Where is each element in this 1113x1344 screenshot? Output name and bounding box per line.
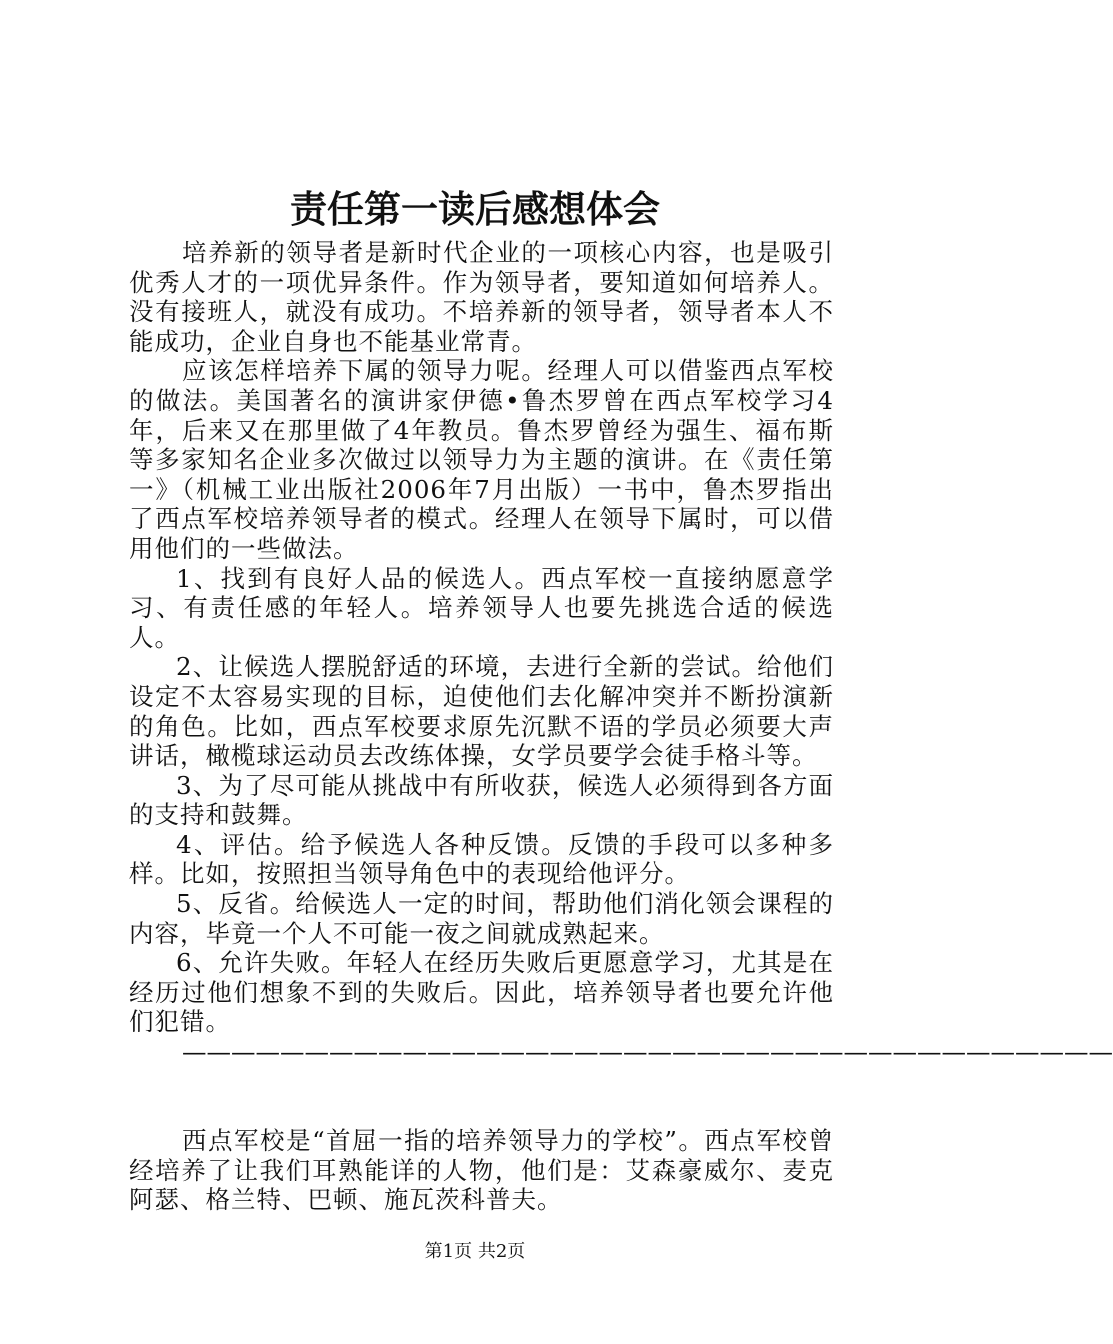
list-item-2: 2、让候选人摆脱舒适的环境，去进行全新的尝试。给他们设定不太容易实现的目标，迫使他们去化解冲突并不断扮演新的角色。比如，西点军校要求原先沉默不语的学员必须要大声讲话，橄榄球运动员去改练体操，女学员要学会徒手格斗等。	[129, 652, 834, 771]
document-body	[129, 238, 1113, 1215]
separator-line: ——————————————————————————————————————	[182, 1037, 1113, 1067]
page-footer: 第1页 共2页	[424, 1241, 526, 1262]
paragraph-intro: 培养新的领导者是新时代企业的一项核心内容，也是吸引优秀人才的一项优异条件。作为领导者，要知道如何培养人。没有接班人，就没有成功。不培养新的领导者，领导者本人不能成功，企业自身也不能基业常青。	[129, 238, 834, 356]
list-item-1: 1、找到有良好人品的候选人。西点军校一直接纳愿意学习、有责任感的年轻人。培养领导人也要先挑选合适的候选人。	[129, 563, 834, 652]
paragraph-westpoint: 应该怎样培养下属的领导力呢。经理人可以借鉴西点军校的做法。美国著名的演讲家伊德•鲁杰罗曾在西点军校学习4年，后来又在那里做了4年教员。鲁杰罗曾经为强生、福布斯等多家知名企业多次做过以领导力为主题的演讲。在《责任第一》（机械工业出版社2006年7月出版）一书中，鲁杰罗指出了西点军校培养领导者的模式。经理人在领导下属时，可以借用他们的一些做法。	[129, 356, 834, 563]
list-item-3: 3、为了尽可能从挑战中有所收获，候选人必须得到各方面的支持和鼓舞。	[129, 770, 834, 830]
document-title: 责任第一读后感想体会	[290, 187, 660, 231]
paragraph-closing: 西点军校是“首屈一指的培养领导力的学校”。西点军校曾经培养了让我们耳熟能详的人物，他们是：艾森豪威尔、麦克阿瑟、格兰特、巴顿、施瓦茨科普夫。	[129, 1126, 834, 1215]
list-item-4: 4、评估。给予候选人各种反馈。反馈的手段可以多种多样。比如，按照担当领导角色中的表现给他评分。	[129, 829, 834, 889]
list-item-6: 6、允许失败。年轻人在经历失败后更愿意学习，尤其是在经历过他们想象不到的失败后。因此，培养领导者也要允许他们犯错。	[129, 948, 834, 1037]
list-item-5: 5、反省。给候选人一定的时间，帮助他们消化领会课程的内容，毕竟一个人不可能一夜之间就成熟起来。	[129, 889, 834, 948]
spacer	[129, 1096, 834, 1126]
